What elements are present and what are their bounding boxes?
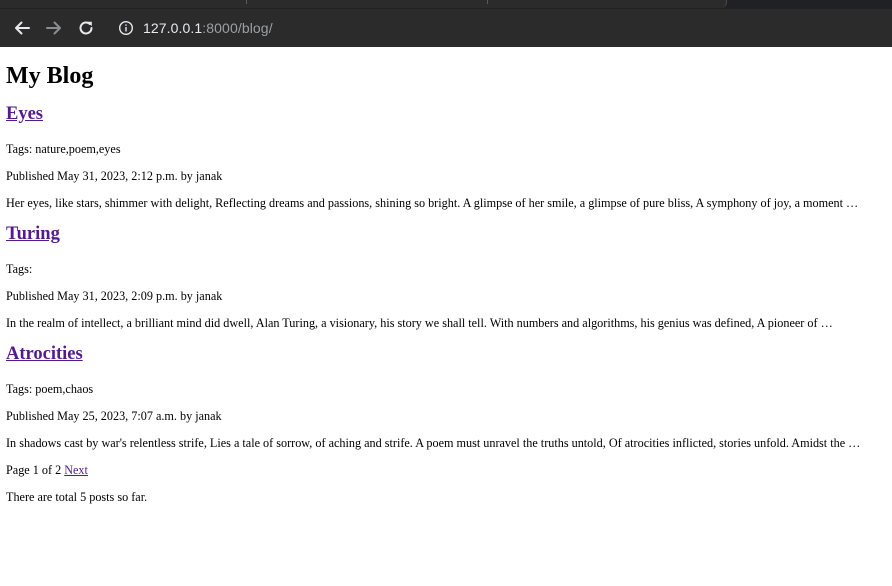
post-published: Published May 31, 2023, 2:09 p.m. by janak [6, 289, 223, 303]
arrow-right-icon [45, 19, 63, 37]
active-tab[interactable] [0, 0, 727, 8]
post-excerpt: Her eyes, like stars, shimmer with delight, Reflecting dreams and passions, shining so bright. A glimpse of her smile, a glimpse of pure bliss, A symphony of joy, a moment … [6, 196, 859, 210]
back-button[interactable] [11, 17, 33, 39]
info-icon[interactable] [118, 20, 134, 36]
forward-button[interactable] [43, 17, 65, 39]
tags-value: poem,chaos [35, 382, 94, 396]
tags-value: nature,poem,eyes [35, 142, 121, 156]
post-excerpt: In the realm of intellect, a brilliant mind did dwell, Alan Turing, a visionary, his story we shall tell. With numbers and algorithms, his genius was defined, A pioneer of … [6, 316, 833, 330]
pagination [6, 463, 88, 478]
total-posts-text: There are total 5 posts so far. [6, 490, 148, 504]
next-page-link[interactable]: Next [64, 463, 88, 477]
post-tags [6, 382, 93, 397]
tags-label: Tags: [6, 262, 33, 276]
post-published: Published May 31, 2023, 2:12 p.m. by janak [6, 169, 223, 183]
tab-strip [0, 0, 892, 9]
url-text[interactable] [143, 20, 273, 36]
url-path: :8000/blog/ [202, 20, 273, 36]
page-indicator: Page 1 of 2 [6, 463, 62, 477]
post-published: Published May 25, 2023, 7:07 a.m. by janak [6, 409, 222, 423]
browser-chrome [0, 0, 892, 47]
tags-label: Tags: [6, 382, 33, 396]
post-title-link[interactable]: Turing [6, 224, 60, 244]
arrow-left-icon [13, 19, 31, 37]
post-title-link[interactable]: Eyes [6, 104, 43, 124]
address-bar[interactable] [108, 14, 888, 42]
post-tags [6, 142, 121, 157]
post-excerpt: In shadows cast by war's relentless strife, Lies a tale of sorrow, of aching and strife. A poem must unravel the truths untold, Of atrocities inflicted, stories unfold. Amidst the … [6, 436, 861, 450]
browser-toolbar [0, 9, 892, 47]
reload-button[interactable] [75, 17, 97, 39]
post-title-link[interactable]: Atrocities [6, 344, 83, 364]
post-tags [6, 262, 32, 277]
tab-separator [246, 0, 247, 4]
tab-separator [487, 0, 488, 4]
reload-icon [77, 19, 95, 37]
url-host: 127.0.0.1 [143, 20, 203, 36]
page-title: My Blog [6, 63, 94, 89]
tags-label: Tags: [6, 142, 33, 156]
